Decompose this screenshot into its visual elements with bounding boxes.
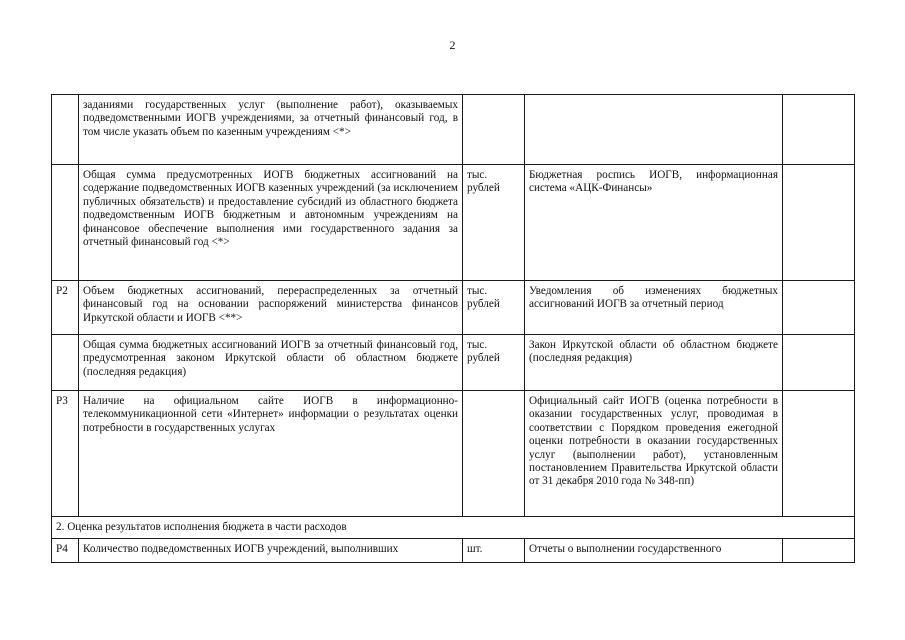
source-cell: Бюджетная роспись ИОГВ, информационная система «АЦК-Финансы»: [525, 165, 783, 281]
table-row: [52, 165, 855, 281]
indicator-text: Объем бюджетных ассигнований, перераспределенных за отчетный финансовый год на основании распоряжений министерства финансов Иркутской области и ИОГВ <**>: [79, 281, 463, 335]
section-title: 2. Оценка результатов исполнения бюджета в части расходов: [52, 517, 855, 539]
unit-cell: [463, 391, 525, 517]
table-row: [52, 95, 855, 165]
table-row: [52, 335, 855, 391]
indicator-text: Наличие на официальном сайте ИОГВ в информационно-телекоммуникационной сети «Интернет» информации о результатах оценки потребности в государственных услугах: [79, 391, 463, 517]
indicator-text: заданиями государственных услуг (выполнение работ), оказываемых подведомственными ИОГВ учреждениями, за отчетный финансовый год, в том числе указать объем по казенным учреждениям <*>: [79, 95, 463, 165]
row-code: Р4: [52, 539, 79, 563]
value-cell: [783, 95, 855, 165]
unit-cell: [463, 95, 525, 165]
table-row: [52, 539, 855, 563]
source-cell: Уведомления об изменениях бюджетных ассигнований ИОГВ за отчетный период: [525, 281, 783, 335]
table-row: [52, 391, 855, 517]
source-cell: Отчеты о выполнении государственного: [525, 539, 783, 563]
value-cell: [783, 165, 855, 281]
row-code: [52, 165, 79, 281]
unit-cell: тыс. рублей: [463, 335, 525, 391]
row-code: Р3: [52, 391, 79, 517]
unit-cell: тыс. рублей: [463, 165, 525, 281]
indicator-text: Общая сумма бюджетных ассигнований ИОГВ за отчетный финансовый год, предусмотренная законом Иркутской области об областном бюджете (последняя редакция): [79, 335, 463, 391]
indicator-text: Количество подведомственных ИОГВ учреждений, выполнивших: [79, 539, 463, 563]
source-cell: Официальный сайт ИОГВ (оценка потребности в оказании государственных услуг, проводимая в соответствии с Порядком проведения ежегодной оценки потребности в оказании государственных услуг (выполнении работ), установленным постановлением Правительства Иркутской области от 31 декабря 2010 года № 348-пп): [525, 391, 783, 517]
source-cell: Закон Иркутской области об областном бюджете (последняя редакция): [525, 335, 783, 391]
value-cell: [783, 281, 855, 335]
row-code: [52, 95, 79, 165]
page-number: 2: [449, 38, 456, 52]
value-cell: [783, 391, 855, 517]
row-code: Р2: [52, 281, 79, 335]
section-header-row: [52, 517, 855, 539]
row-code: [52, 335, 79, 391]
unit-cell: шт.: [463, 539, 525, 563]
source-cell: [525, 95, 783, 165]
unit-cell: тыс. рублей: [463, 281, 525, 335]
value-cell: [783, 335, 855, 391]
indicator-table: [51, 94, 855, 563]
value-cell: [783, 539, 855, 563]
table-row: [52, 281, 855, 335]
indicator-text: Общая сумма предусмотренных ИОГВ бюджетных ассигнований на содержание подведомственных ИОГВ казенных учреждений (за исключением публичных обязательств) и предоставление субсидий из областного бюджета подведомственным ИОГВ бюджетным и автономным учреждениям на финансовое обеспечение выполнения ими государственного задания за отчетный финансовый год <*>: [79, 165, 463, 281]
